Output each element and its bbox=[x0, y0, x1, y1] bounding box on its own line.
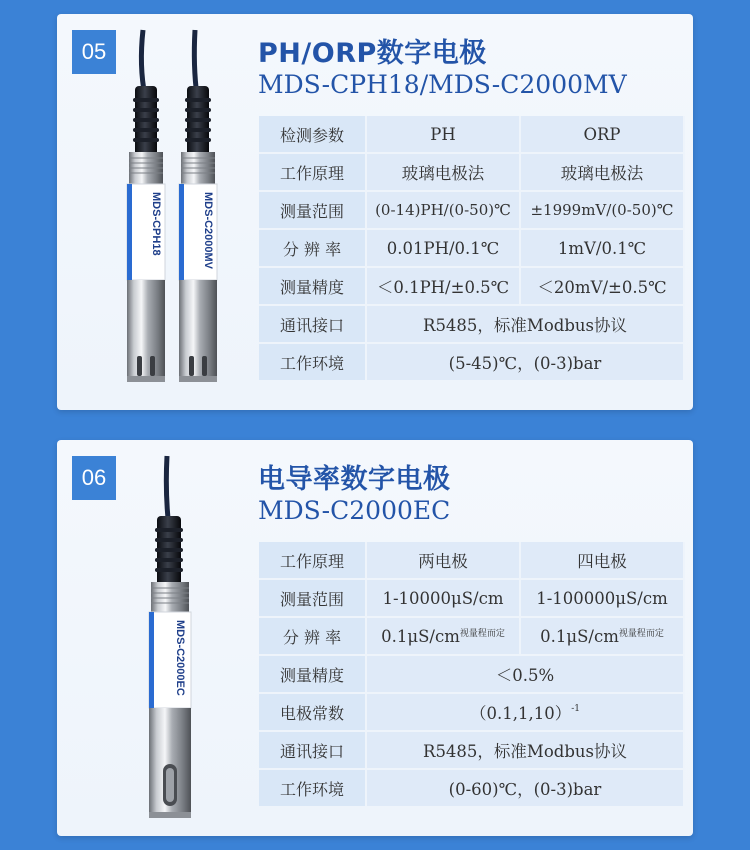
probe-mds-cph18 bbox=[127, 30, 165, 382]
row-label: 测量精度 bbox=[259, 268, 367, 306]
row-label: 分 辨 率 bbox=[259, 230, 367, 268]
section-number-badge: 05 bbox=[72, 30, 116, 74]
table-row bbox=[259, 268, 685, 306]
product-title: PH/ORP数字电极 bbox=[258, 38, 487, 69]
cell: 1-100000μS/cm bbox=[521, 580, 685, 618]
probe-mds-c2000ec bbox=[149, 456, 191, 818]
cell: (0-60)℃，(0-3)bar bbox=[367, 770, 685, 808]
probe-label-1: MDS-CPH18 bbox=[150, 192, 162, 256]
cell-note: 视量程而定 bbox=[618, 629, 664, 639]
probe-label: MDS-C2000EC bbox=[174, 620, 186, 696]
row-label: 测量范围 bbox=[259, 580, 367, 618]
table-row bbox=[259, 230, 685, 268]
cell: R5485，标准Modbus协议 bbox=[367, 306, 685, 344]
table-row bbox=[259, 192, 685, 230]
cell-value: 0.1μS/cm bbox=[381, 627, 460, 646]
cell-note: 视量程而定 bbox=[459, 629, 505, 639]
cell bbox=[367, 618, 521, 656]
cell: ＜0.5% bbox=[367, 656, 685, 694]
table-row bbox=[259, 306, 685, 344]
row-label: 测量范围 bbox=[259, 192, 367, 230]
ph-orp-probes-image bbox=[117, 26, 237, 406]
product-title: 电导率数字电极 bbox=[258, 464, 451, 495]
cell: ORP bbox=[521, 116, 685, 154]
row-label: 通讯接口 bbox=[259, 306, 367, 344]
probe-mds-c2000mv bbox=[179, 30, 217, 382]
spec-table bbox=[259, 542, 685, 808]
table-row bbox=[259, 580, 685, 618]
spec-table bbox=[259, 116, 685, 382]
table-row bbox=[259, 344, 685, 382]
cell: 玻璃电极法 bbox=[367, 154, 521, 192]
section-number-badge: 06 bbox=[72, 456, 116, 500]
table-row bbox=[259, 116, 685, 154]
table-row bbox=[259, 542, 685, 580]
row-label: 工作环境 bbox=[259, 344, 367, 382]
row-label: 测量精度 bbox=[259, 656, 367, 694]
table-row bbox=[259, 732, 685, 770]
cell: R5485，标准Modbus协议 bbox=[367, 732, 685, 770]
table-row bbox=[259, 656, 685, 694]
cell: 1-10000μS/cm bbox=[367, 580, 521, 618]
product-card-05 bbox=[57, 14, 693, 410]
cell: ＜0.1PH/±0.5℃ bbox=[367, 268, 521, 306]
row-label: 通讯接口 bbox=[259, 732, 367, 770]
probe-label-2: MDS-C2000MV bbox=[202, 192, 214, 270]
cell: 0.01PH/0.1℃ bbox=[367, 230, 521, 268]
product-model: MDS-CPH18/MDS-C2000MV bbox=[258, 70, 627, 99]
cell: 四电极 bbox=[521, 542, 685, 580]
table-row bbox=[259, 618, 685, 656]
row-label: 电极常数 bbox=[259, 694, 367, 732]
table-row bbox=[259, 154, 685, 192]
row-label: 分 辨 率 bbox=[259, 618, 367, 656]
cell-value: 0.1μS/cm bbox=[540, 627, 619, 646]
cell: ±1999mV/(0-50)℃ bbox=[521, 192, 685, 230]
cell bbox=[521, 618, 685, 656]
table-row bbox=[259, 694, 685, 732]
row-label: 工作环境 bbox=[259, 770, 367, 808]
cell-value: （0.1,1,10） bbox=[469, 704, 572, 723]
cell: ＜20mV/±0.5℃ bbox=[521, 268, 685, 306]
cell: 1mV/0.1℃ bbox=[521, 230, 685, 268]
cell: 玻璃电极法 bbox=[521, 154, 685, 192]
cell bbox=[367, 694, 685, 732]
cell: 两电极 bbox=[367, 542, 521, 580]
row-label: 工作原理 bbox=[259, 154, 367, 192]
product-card-06 bbox=[57, 440, 693, 836]
table-row bbox=[259, 770, 685, 808]
product-model: MDS-C2000EC bbox=[258, 496, 451, 525]
cell-exponent: -1 bbox=[571, 704, 580, 714]
row-label: 检测参数 bbox=[259, 116, 367, 154]
cell: (0-14)PH/(0-50)℃ bbox=[367, 192, 521, 230]
cell: PH bbox=[367, 116, 521, 154]
cell: (5-45)℃，(0-3)bar bbox=[367, 344, 685, 382]
row-label: 工作原理 bbox=[259, 542, 367, 580]
conductivity-probe-image bbox=[137, 454, 217, 834]
